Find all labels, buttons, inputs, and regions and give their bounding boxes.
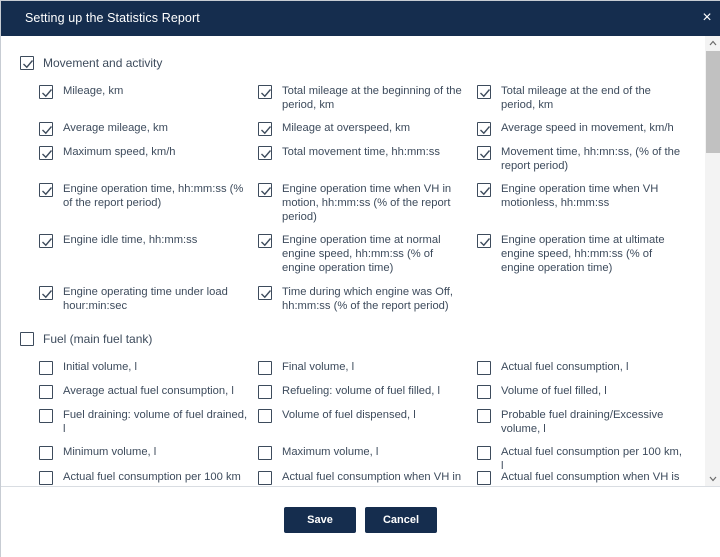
option-checkbox[interactable] [258,85,272,99]
option-checkbox[interactable] [258,122,272,136]
option-checkbox[interactable] [258,183,272,197]
option-checkbox[interactable] [39,446,53,460]
cancel-button[interactable]: Cancel [365,507,437,533]
option-label: Time during which engine was Off, hh:mm:ss (% of the report period) [282,286,454,312]
scroll-up-icon[interactable] [709,40,717,46]
option-label: Actual fuel consumption, l [501,361,629,373]
option-label: Volume of fuel dispensed, l [282,409,416,421]
option-label: Refueling: volume of fuel filled, l [282,385,440,397]
option-checkbox[interactable] [258,385,272,399]
section-label: Fuel (main fuel tank) [43,332,153,346]
option-label: Mileage at overspeed, km [282,122,411,134]
option-checkbox[interactable] [39,409,53,423]
option-checkbox[interactable] [477,446,491,460]
option-checkbox[interactable] [39,385,53,399]
option-checkbox[interactable] [477,471,491,485]
option-checkbox[interactable] [258,146,272,160]
option-label: Engine operation time at normal engine speed, hh:mm:ss (% of engine operation time) [282,234,441,274]
option-label: Average speed in movement, km/h [501,122,674,134]
option-label: Maximum volume, l [282,446,379,458]
section-checkbox[interactable] [20,56,34,70]
option-checkbox[interactable] [477,122,491,136]
option-label: Final volume, l [282,361,355,373]
option-label: Movement time, hh:mn:ss, (% of the report period) [501,146,681,172]
report-options-list [1,36,705,486]
option-label: Engine operating time under load hour:min:sec [63,286,228,312]
option-label: Maximum speed, km/h [63,146,176,158]
option-checkbox[interactable] [477,409,491,423]
option-checkbox[interactable] [258,409,272,423]
save-button[interactable]: Save [284,507,356,533]
option-checkbox[interactable] [477,146,491,160]
option-label: Average mileage, km [63,122,168,134]
dialog-footer [1,486,720,557]
option-checkbox[interactable] [477,85,491,99]
option-label: Initial volume, l [63,361,137,373]
option-label: Total mileage at the beginning of the period, km [282,85,462,111]
option-checkbox[interactable] [477,361,491,375]
option-label: Minimum volume, l [63,446,157,458]
scrollbar-thumb[interactable] [706,51,720,153]
option-checkbox[interactable] [477,183,491,197]
option-label: Total mileage at the end of the period, km [501,85,651,111]
option-label: Engine operation time, hh:mm:ss (% of the report period) [63,183,244,209]
section-label: Movement and activity [43,56,163,70]
option-label: Actual fuel consumption per 100 km, l [501,446,682,472]
dialog-titlebar [1,1,720,36]
option-label: Actual fuel consumption when VH is [501,471,680,483]
option-checkbox[interactable] [39,361,53,375]
option-label: Engine idle time, hh:mm:ss [63,234,198,246]
option-label: Mileage, km [63,85,124,97]
option-label: Engine operation time when VH motionless, hh:mm:ss [501,183,659,209]
option-checkbox[interactable] [39,471,53,485]
option-label: Probable fuel draining/Excessive volume, l [501,409,664,435]
option-checkbox[interactable] [39,122,53,136]
section-checkbox[interactable] [20,332,34,346]
option-label: Actual fuel consumption per 100 km [63,471,241,483]
option-checkbox[interactable] [39,85,53,99]
option-label: Engine operation time at ultimate engine speed, hh:mm:ss (% of engine operation time) [501,234,665,274]
option-label: Total movement time, hh:mm:ss [282,146,440,158]
option-checkbox[interactable] [39,286,53,300]
scroll-down-icon[interactable] [709,476,717,482]
option-checkbox[interactable] [39,234,53,248]
dialog-title: Setting up the Statistics Report [25,11,200,25]
close-icon[interactable]: × [702,9,712,26]
option-label: Volume of fuel filled, l [501,385,607,397]
option-checkbox[interactable] [258,446,272,460]
option-checkbox[interactable] [258,286,272,300]
option-checkbox[interactable] [39,183,53,197]
option-checkbox[interactable] [258,471,272,485]
option-label: Actual fuel consumption when VH in [282,471,462,483]
option-label: Fuel draining: volume of fuel drained, l [63,409,248,435]
scrollbar[interactable] [705,36,720,486]
option-checkbox[interactable] [39,146,53,160]
option-checkbox[interactable] [258,234,272,248]
option-checkbox[interactable] [477,234,491,248]
option-checkbox[interactable] [258,361,272,375]
option-label: Engine operation time when VH in motion, hh:mm:ss (% of the report period) [282,183,452,223]
option-checkbox[interactable] [477,385,491,399]
option-label: Average actual fuel consumption, l [63,385,234,397]
